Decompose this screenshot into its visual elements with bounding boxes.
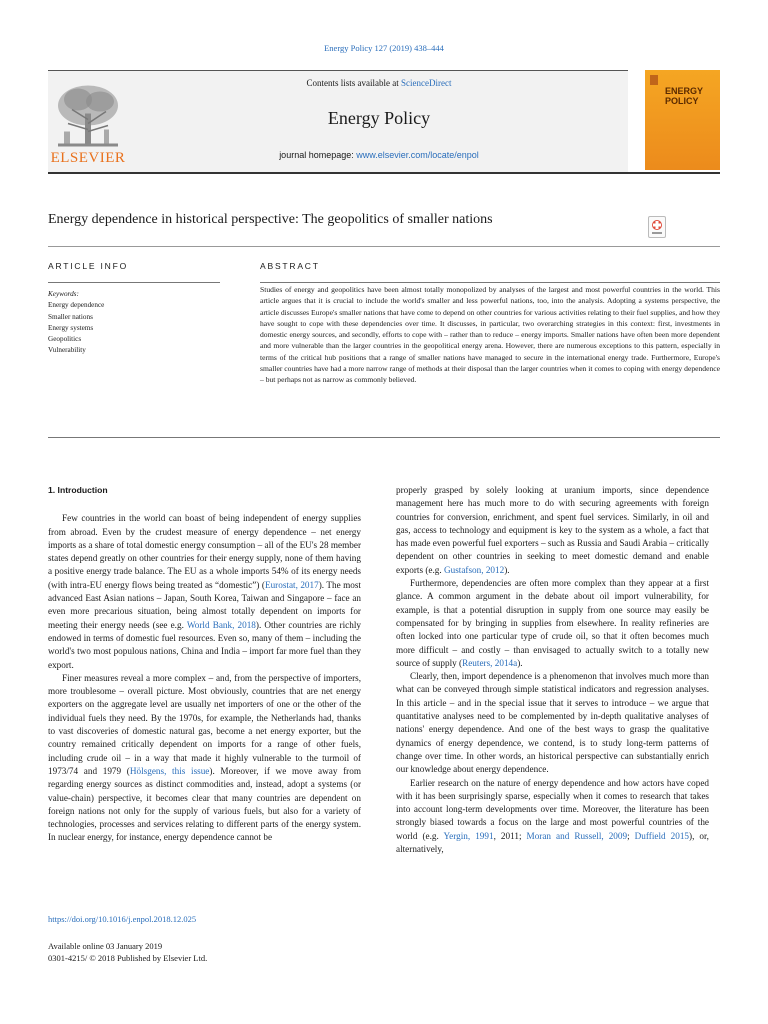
keyword-item: Vulnerability bbox=[48, 346, 86, 355]
text-run: ). bbox=[517, 657, 523, 668]
text-run: Finer measures reveal a more complex – and, from the perspective of importers, more troublesome – overall picture. Most obviously, countries that are net energy exporters on the aggregate level are usually net importers of one or the other of the individual fuels they need. By the 1970s, for example, the Netherlands had, thanks to vast discoveries of domestic natural gas, become a net energy exporter, but the country remained critically dependent on imports for a range of other fuels, including crude oil – in a way that made it highly vulnerable to the turmoil of 1973/74 and 1979 ( bbox=[48, 672, 361, 776]
paragraph bbox=[396, 484, 709, 577]
abstract-divider bbox=[260, 282, 720, 283]
text-run: ; bbox=[627, 830, 635, 841]
text-run: Few countries in the world can boast of being independent of energy supplies from abroad. Even by the crudest measure of energy dependence – net energy imports as a share of total domestic energy consumption – all of the EU's 28 member states depend greatly on other countries for their energy supply, none of them having a positive energy trade balance. The EU as a whole imports 54% of its energy needs (with intra-EU energy flows being treated as “domestic”) ( bbox=[48, 513, 361, 590]
doi-link[interactable]: https://doi.org/10.1016/j.enpol.2018.12.025 bbox=[48, 914, 197, 924]
article-info-divider bbox=[48, 282, 220, 283]
journal-cover-image[interactable] bbox=[645, 70, 720, 170]
citation-link[interactable]: Yergin, 1991 bbox=[443, 830, 494, 841]
text-run: Earlier research on the nature of energy dependence and how actors have coped with it has been surprisingly sparse, especially when it comes to research that takes into account long-term developments over time. Moreover, the literature has been strongly biased towards a focus on the large and most powerful countries of the world (e.g. bbox=[396, 777, 709, 841]
citation-link[interactable]: Duffield 2015 bbox=[634, 830, 690, 841]
title-divider bbox=[48, 246, 720, 247]
text-run: , 2011; bbox=[493, 830, 527, 841]
cover-emblem-icon bbox=[649, 74, 659, 86]
header-divider bbox=[48, 172, 720, 174]
doi[interactable] bbox=[48, 914, 196, 924]
contents-availability bbox=[130, 78, 628, 88]
text-run: ). The most advanced East Asian nations – Japan, South Korea, Taiwan and Singapore – face an even more precarious situation, being almost totally dependent on imports for meeting their energy needs (see e.g. bbox=[48, 579, 361, 630]
keyword-item: Smaller nations bbox=[48, 312, 93, 321]
crossmark-icon[interactable] bbox=[648, 216, 666, 238]
text-run: properly grasped by solely looking at uranium imports, since dependence management here has much more to do with securing agreements with foreign countries for conversion, enrichment, and spent fuel services. Similarly, in oil and gas, access to technology and equipment is key to the system as a whole, a fact that has made even powerful fuel exporters – such as Russia and Saudi Arabia – critically dependent on other countries in seeking to meet domestic demand and enable exports (e.g. bbox=[396, 485, 709, 575]
paragraph: Clearly, then, import dependence is a phenomenon that involves much more than what can be conveyed through simple statistical indicators and regression analyses. In this article – and in the special issue that it serves to introduce – we argue that quantitative analyses need to be complemented by in-depth qualitative analyses of nations' energy dependence. And one of the best ways to grasp the qualitative dynamics of energy dependence, we contend, is to study long-term patterns of change over time. In other words, an historical perspective can substantially enrich our knowledge about energy dependence. bbox=[396, 671, 709, 775]
contents-prefix: Contents lists available at bbox=[306, 78, 401, 88]
article-title: Energy dependence in historical perspective: The geopolitics of smaller nations bbox=[48, 212, 493, 227]
citation-link[interactable]: Gustafson, 2012 bbox=[443, 564, 505, 575]
copyright: 0301-4215/ © 2018 Published by Elsevier Ltd. bbox=[48, 953, 208, 963]
body-column-right bbox=[396, 484, 709, 856]
body-column-left bbox=[48, 484, 361, 845]
keyword-item: Geopolitics bbox=[48, 335, 82, 344]
abstract-heading: ABSTRACT bbox=[260, 261, 320, 271]
keywords-label: Keywords: bbox=[48, 290, 79, 298]
paragraph bbox=[396, 577, 709, 670]
keywords-list bbox=[48, 289, 220, 357]
journal-title: Energy Policy bbox=[327, 108, 431, 128]
citation-link[interactable]: Reuters, 2014a bbox=[462, 657, 518, 668]
keyword-item: Energy dependence bbox=[48, 301, 105, 310]
elsevier-wordmark: ELSEVIER bbox=[50, 150, 126, 166]
cover-title-line2: POLICY bbox=[665, 96, 699, 106]
abstract-bottom-divider bbox=[48, 437, 720, 438]
homepage-prefix: journal homepage: bbox=[279, 150, 357, 160]
keyword-item: Energy systems bbox=[48, 323, 94, 332]
citation-link[interactable]: Eurostat, 2017 bbox=[264, 579, 319, 590]
article-info-heading: ARTICLE INFO bbox=[48, 261, 129, 271]
publication-info bbox=[48, 940, 207, 964]
sciencedirect-link[interactable]: ScienceDirect bbox=[401, 78, 452, 88]
cover-title bbox=[665, 86, 703, 106]
text-run: Furthermore, dependencies are often more complex than they appear at a first glance. A common argument in the debate about oil import vulnerability, for example, is that a potential disruption in supply from one source may easily be compensated for by bringing in supplies from elsewhere. In reality refineries are often locked into one particular type of crude oil, so that it often becomes much more difficult – and costly – than envisaged to actually switch to a totally new source of supply ( bbox=[396, 578, 709, 668]
journal-reference-link[interactable]: Energy Policy 127 (2019) 438–444 bbox=[324, 43, 444, 53]
paragraph bbox=[48, 512, 361, 672]
journal-reference[interactable] bbox=[0, 43, 768, 53]
text-run: ), or, alternatively, bbox=[396, 830, 709, 855]
journal-homepage bbox=[130, 150, 628, 160]
text-run: ). bbox=[504, 564, 510, 575]
citation-link[interactable]: World Bank, 2018 bbox=[186, 619, 256, 630]
abstract-text: Studies of energy and geopolitics have been almost totally monopolized by analyses of the largest and most powerful countries in the world. This article argues that it is crucial to include the world's smaller and less powerful nations, too, into the analysis. Adopting a systems perspective, the article discusses Europe's smaller nations that have come to depend on other countries for various activities relating to their fuel supplies, and how they have sought to cope with these dependencies over time. It discusses, in particular, two overarching strategies in this context: first, investments in domestic energy sources, and secondly, efforts to cope with – rather than to reduce – energy imports. Smaller nations have often been more dependent and more vulnerable than the larger countries in the geopolitical energy arena. However, there are numerous exceptions to this pattern, especially in terms of the critical hub positions that a range of smaller nations have managed to secure in the international energy trade. Furthermore, Europe's smaller countries have had a more narrow range of methods at their disposal than the larger countries when it comes to coping with energy dependence – but perhaps not as narrow as commonly believed. bbox=[260, 285, 720, 385]
cover-title-line1: ENERGY bbox=[665, 86, 704, 96]
available-online: Available online 03 January 2019 bbox=[48, 941, 163, 951]
citation-link[interactable]: Moran and Russell, 2009 bbox=[526, 830, 628, 841]
paragraph bbox=[48, 672, 361, 845]
homepage-link[interactable]: www.elsevier.com/locate/enpol bbox=[356, 150, 479, 160]
text-run: ). Moreover, if we move away from regarding energy sources as distinct commodities and, instead, adopt a systems (or value-chain) perspective, it becomes clear that many countries are dependent on foreign nations not only for the supply of various fuels, but also for a variety of technologies, processes and services relating to different parts of the energy system. In nuclear energy, for instance, energy dependence cannot be bbox=[48, 765, 361, 843]
citation-link[interactable]: Hölsgens, this issue bbox=[129, 765, 210, 776]
paragraph bbox=[396, 777, 709, 857]
section-title: 1. Introduction bbox=[48, 485, 108, 495]
text-run: ). Other countries are richly endowed in terms of domestic fuel resources. Even so, many of them – including the world's two most populous nations, China and India – import far more fuel than they export. bbox=[48, 619, 361, 670]
